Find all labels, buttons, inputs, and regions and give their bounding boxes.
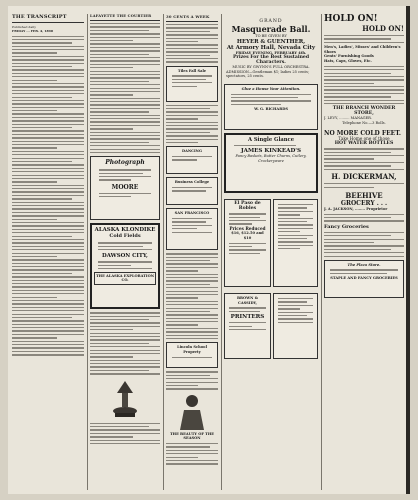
lincoln-heading: Lincoln School Property — [177, 345, 207, 354]
dancing-ad — [166, 146, 218, 174]
no-cold-feet: NO MORE COLD FEET. — [324, 129, 402, 137]
masquerade-ball-ad — [224, 17, 318, 81]
article-text — [324, 148, 404, 170]
article-text — [166, 371, 218, 389]
brown-cassidy: BROWN & CASSIDY, — [236, 295, 258, 305]
figure-icon — [170, 392, 214, 432]
tiles-ad — [166, 66, 218, 102]
article-text — [90, 23, 160, 153]
business-college-ad — [166, 177, 218, 205]
telephone-line: Telephone No.—3 Rolls. — [342, 121, 386, 126]
manager-line: J. LEVY, ......... MANAGER. — [324, 116, 373, 121]
article-text — [324, 214, 404, 222]
price-list: $16, $12.50 and $10 — [231, 231, 264, 240]
shoes-line: Men's, Ladies', Misses' and Children's Shoes — [324, 45, 401, 54]
jackson-line: J. A. JACKSON, ........ Proprietor — [324, 206, 388, 211]
column-rule — [321, 14, 322, 490]
article-text — [166, 443, 218, 465]
business-heading: Business College — [174, 180, 210, 185]
lamp-illustration — [90, 379, 160, 421]
article-text — [166, 105, 218, 144]
column-rule — [221, 14, 222, 490]
hosts: HEYER & GUENTHER, — [236, 38, 306, 45]
staple-heading: STAPLE AND FANCY GROCERIES — [330, 276, 398, 281]
plaza-store-ad — [324, 260, 404, 298]
gents-line: Gents' Furnishing Goods — [324, 54, 374, 59]
fancy-groceries: Fancy Groceries — [324, 223, 369, 230]
ad-heading: Photograph — [105, 159, 145, 167]
masthead-courtier: LAFAYETTE THE COURTIER — [90, 14, 160, 21]
article-text — [324, 35, 404, 43]
kinkead-ad — [224, 133, 318, 193]
page-edge — [406, 6, 410, 494]
admission: ADMISSION—Gentleman $1; ladies 25 cents; spectators, 25 cents. — [226, 69, 310, 79]
column-rule — [163, 14, 164, 490]
san-francisco-heading: SAN FRANCISCO — [174, 211, 210, 216]
printers-ad — [224, 293, 271, 359]
paso-robles-ad — [224, 199, 271, 287]
hold-on-heading: HOLD ON! — [324, 14, 378, 24]
illustration-caption: THE BEAUTY OF THE SEASON — [170, 431, 214, 441]
column-3 — [166, 14, 218, 490]
ad-name: MOORE — [111, 183, 139, 191]
grocery-heading: GROCERY . . . — [340, 199, 388, 207]
publication-note: Published daily — [12, 25, 36, 29]
article-text — [90, 312, 160, 374]
event-date: FRIDAY EVENING, FEBRUARY 4th. — [235, 50, 307, 55]
figure-illustration — [166, 392, 218, 432]
paso-heading: El Paso de Robles — [234, 200, 261, 211]
prizes: Prizes For the Best Sustained Characters. — [232, 55, 310, 66]
dawson-city: DAWSON CITY, — [102, 253, 148, 260]
article-text — [90, 423, 160, 445]
masthead-price: 30 CENTS A WEEK — [166, 14, 218, 22]
hot-water-bottles: HOT WATER BOTTLES — [334, 141, 394, 147]
store-name: THE BRANCH WONDER STORE, — [332, 106, 396, 117]
lower-ads-row — [224, 196, 318, 290]
dancing-heading: DANCING — [181, 149, 203, 154]
tiles-heading: Tiles Fall Sale — [177, 68, 207, 73]
kinkead-name: JAMES KINKEAD'S — [240, 148, 302, 155]
house-heading: Glue a House Your Attention. — [241, 86, 301, 91]
klondike-subheading: Cold Fields — [109, 233, 141, 240]
column-4 — [224, 14, 318, 490]
article-text — [166, 24, 218, 63]
take-home: Take Home one of those — [338, 135, 390, 141]
san-francisco-ad — [166, 208, 218, 250]
bank-ad — [273, 199, 318, 287]
venue: At Armory Hall, Nevada City — [226, 44, 316, 51]
music: MUSIC BY GWYNN'S FULL ORCHESTRA. — [232, 65, 310, 70]
lincoln-school-ad — [166, 342, 218, 368]
plaza-heading: The Plaza Store. — [347, 262, 381, 267]
hats-line: Hats, Caps, Gloves, Etc. — [324, 59, 372, 64]
printers-heading: PRINTERS — [230, 314, 265, 321]
column-2 — [90, 14, 160, 490]
lower-ads-row-2 — [224, 290, 318, 362]
klondike-heading: ALASKA KLONDIKE — [94, 227, 156, 234]
article-text — [324, 183, 404, 188]
article-text — [166, 253, 218, 339]
grand-label: GRAND — [259, 19, 283, 24]
richards-name: W. G. RICHARDS — [254, 107, 288, 112]
column-1 — [12, 14, 84, 490]
klondike-ad — [90, 223, 160, 309]
column-5 — [324, 14, 404, 490]
newspaper-page — [8, 6, 406, 494]
masquerade-title: Masquerade Ball. — [231, 24, 311, 34]
prices-reduced: Prices Reduced — [229, 225, 266, 231]
lamp-icon — [105, 379, 145, 421]
dickerman-name: H. DICKERMAN, — [331, 172, 397, 182]
beehive-heading: BEEHIVE — [345, 190, 383, 200]
column-rule — [87, 14, 88, 490]
article-text — [324, 232, 404, 257]
hold-on-subheading: HOLD ON! — [362, 24, 404, 33]
photograph-ad — [90, 156, 160, 220]
cottage-ad — [273, 293, 318, 359]
masthead-transcript: THE TRANSCRIPT — [12, 14, 84, 23]
date-line: FRIDAY ... FEB. 4, 1898 — [12, 29, 53, 34]
house-ad — [224, 84, 318, 130]
kinkead-items: Fancy Baskets, Butter Churns, Cutlery, Crockeryware — [235, 154, 307, 164]
glance-heading: A Single Glance — [247, 136, 295, 143]
article-text — [12, 36, 84, 356]
article-text — [324, 66, 404, 105]
alaska-company: THE ALASKA EXPLORATION CO. — [94, 272, 156, 285]
given-by: TO BE GIVEN BY — [255, 34, 287, 38]
